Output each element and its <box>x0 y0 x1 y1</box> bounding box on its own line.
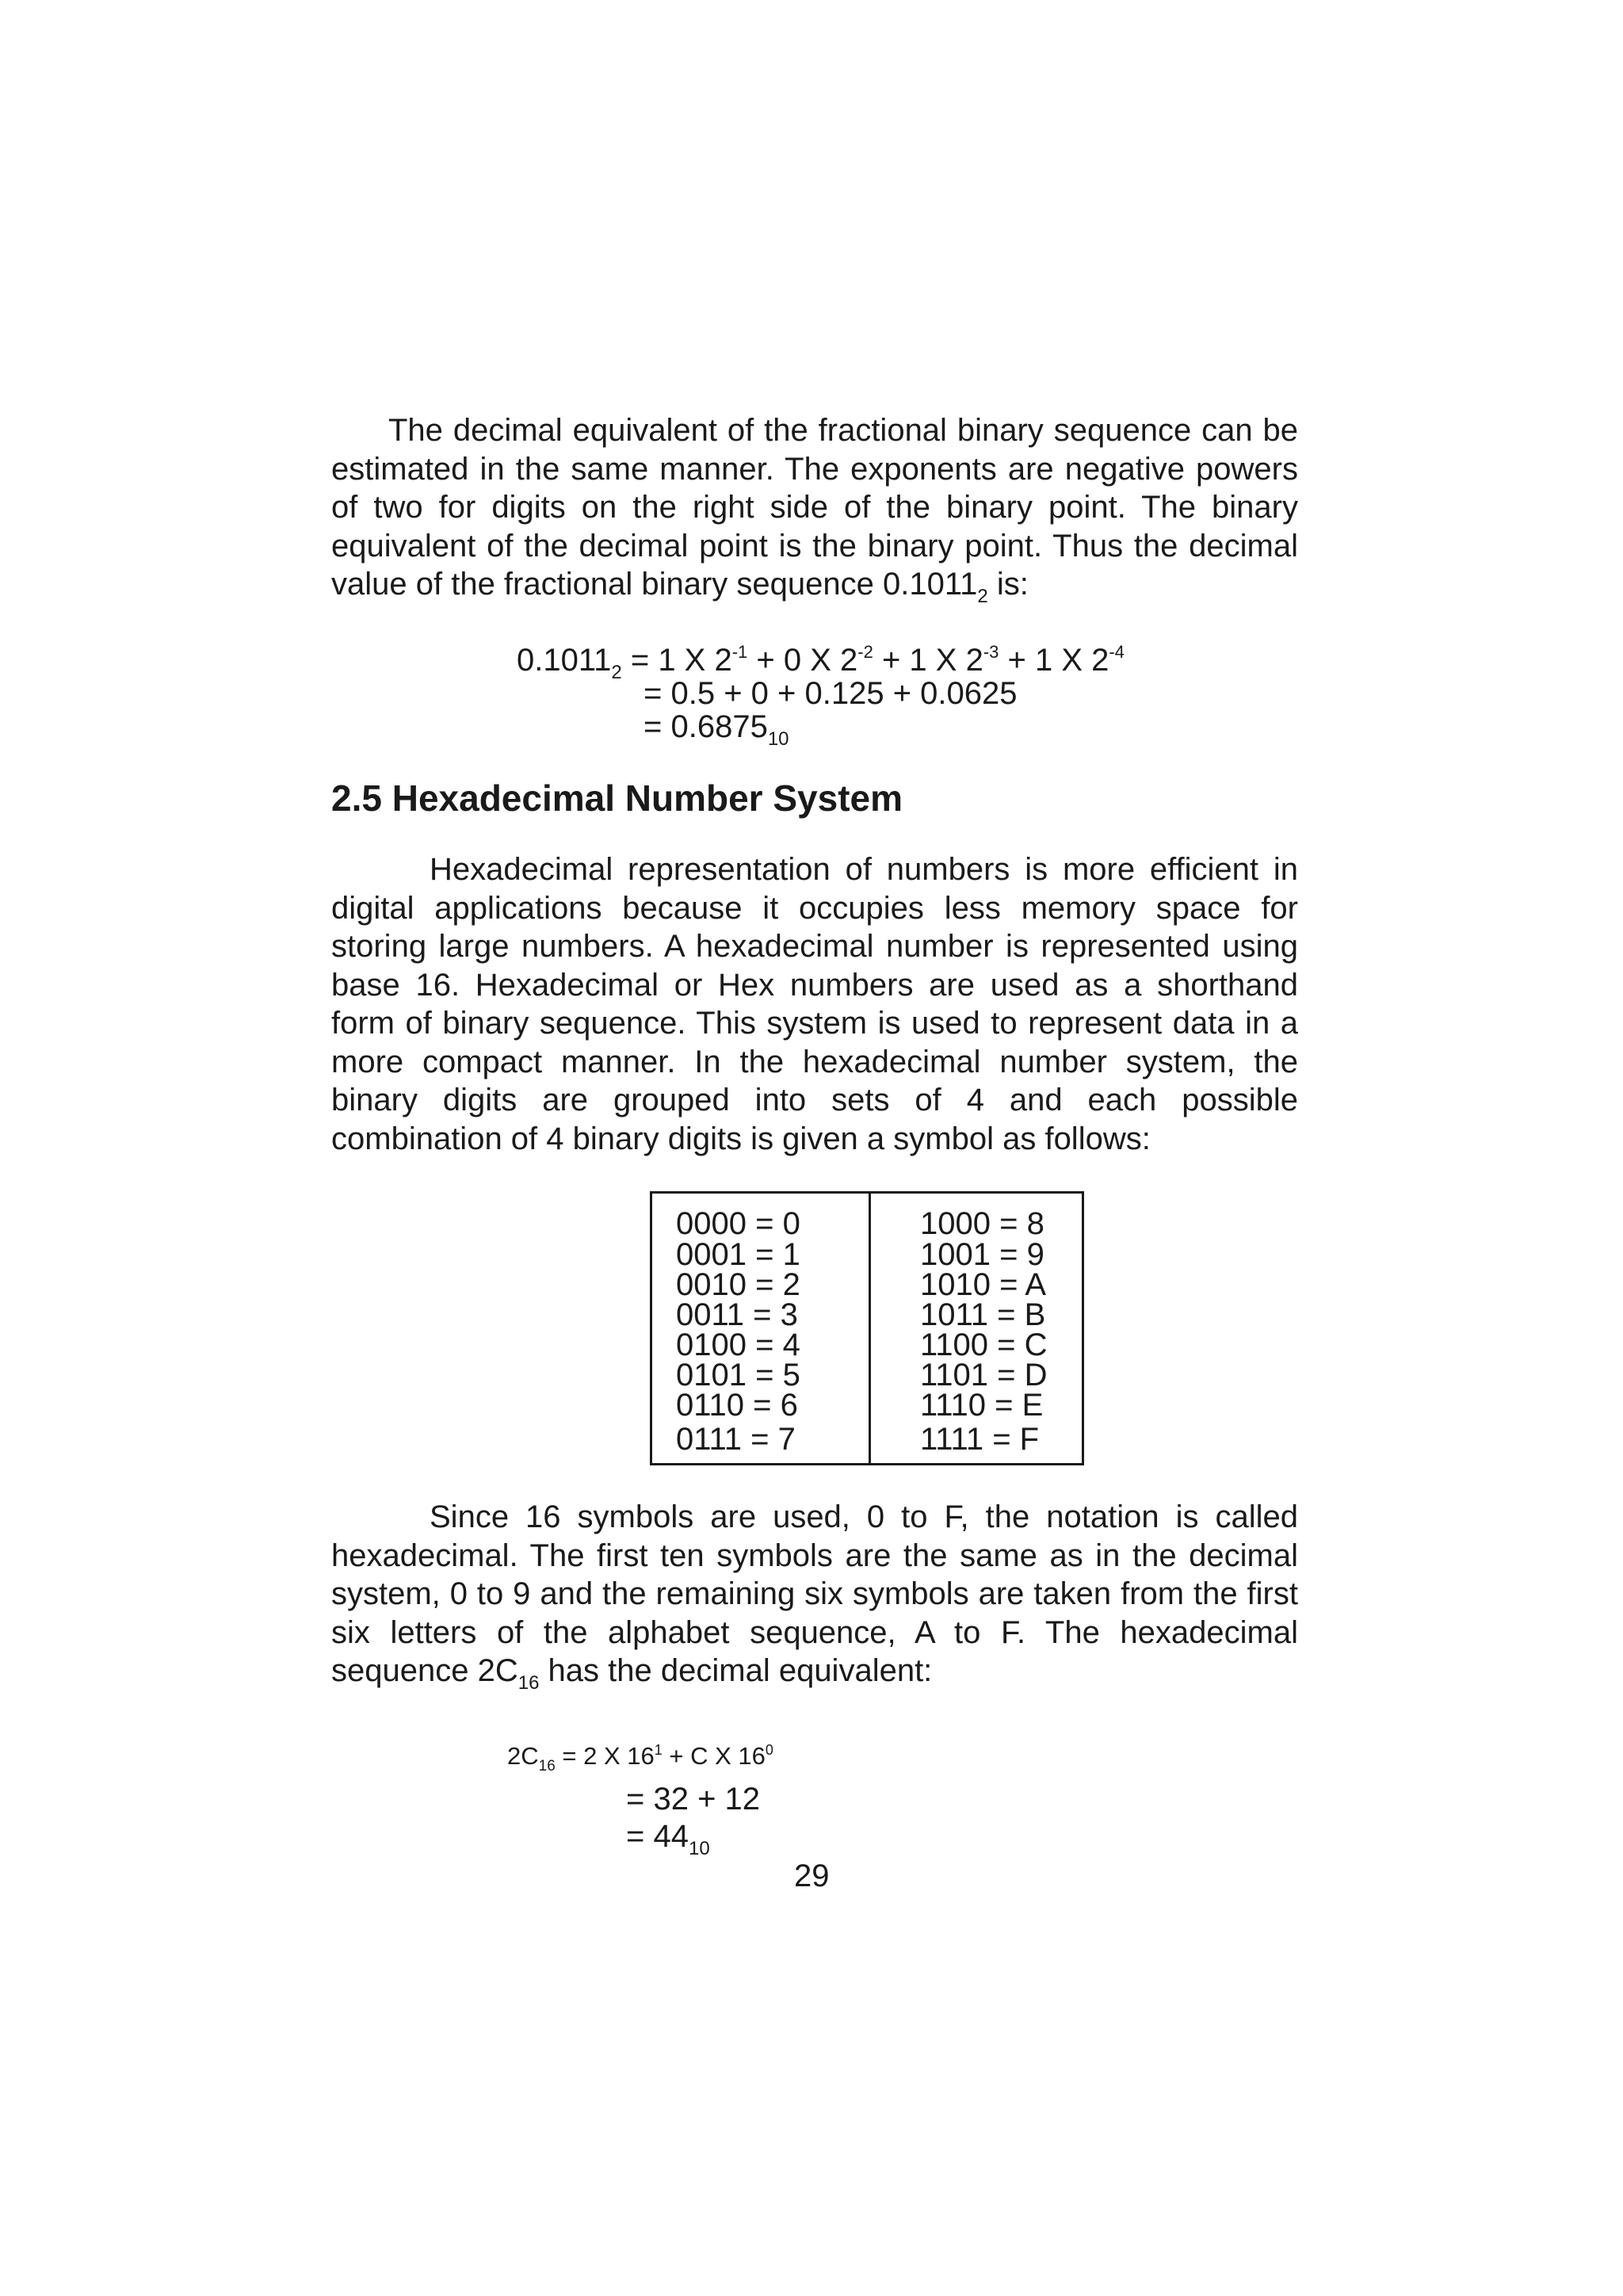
hex-table-cell: 1101 = D <box>920 1358 1048 1392</box>
hex-table-cell: 1100 = C <box>920 1328 1048 1362</box>
paragraph-hexadecimal-notation: Since 16 symbols are used, 0 to F, the notation is called hexadecimal. The first ten symbols are the same as in the decimal system, 0 to 9 and the remaining six symbols are taken from the first six letters of the alphabet sequence, A to F. The hexadecimal sequence $2C_{16}$ has the decimal equivalent: <box>331 1499 1298 1694</box>
hex-table-cell: 0001 = 1 <box>676 1237 800 1272</box>
page-number: 29 <box>794 1859 830 1893</box>
hex-table-cell: 1010 = A <box>920 1267 1047 1302</box>
hex-table-cell: 0100 = 4 <box>676 1328 800 1362</box>
equation-binary-fraction-line1: $0.1011_2 = 1$ X $2^{-1} + 0$ X $2^{-2} + 1$ X $2^{-3} + 1$ X $2^{-4}$ <box>517 642 1125 683</box>
hex-table-cell: 0000 = 0 <box>676 1206 800 1241</box>
paragraph-fractional-binary: The decimal equivalent of the fractional binary sequence can be estimated in the same manner. The exponents are negative powers of two for digits on the right side of the binary point. The binary equivalent of the decimal point is the binary point. Thus the decimal value of the fractional binary sequence $0.1011_2$ is: <box>331 413 1298 607</box>
equation-binary-fraction-line3: = $0.6875_{10}$ <box>643 709 789 750</box>
equation-binary-fraction-line2: = 0.5 + 0 + 0.125 + 0.0625 <box>643 676 1018 711</box>
hex-table-right-column <box>871 1194 1082 1463</box>
hex-table-left-column <box>652 1194 871 1463</box>
hex-table-cell: 1011 = B <box>920 1297 1046 1332</box>
hex-table-cell: 1110 = E <box>920 1388 1044 1423</box>
equation-hex-line1: $2C_{16} = 2$ X $16^1 + C$ X $16^0$ <box>507 1742 773 1775</box>
hex-table-cell: 1111 = F <box>920 1422 1040 1457</box>
equation-hex-line3: = $44_{10}$ <box>626 1819 710 1859</box>
hex-symbol-table <box>650 1191 1084 1465</box>
hex-table-cell: 0110 = 6 <box>676 1388 798 1423</box>
hex-table-cell: 0101 = 5 <box>676 1358 800 1392</box>
section-heading: 2.5 Hexadecimal Number System <box>331 777 903 819</box>
hex-table-cell: 0111 = 7 <box>676 1422 796 1457</box>
paragraph-hexadecimal-intro: Hexadecimal representation of numbers is more efficient in digital applications because it occupies less memory space for storing large numbers. A hexadecimal number is represented using base 16. Hexadecimal or Hex numbers are used as a shorthand form of binary sequence. This system is used to represent data in a more compact manner. In the hexadecimal number system, the binary digits are grouped into sets of 4 and each possible combination of 4 binary digits is given a symbol as follows: <box>331 852 1298 1156</box>
equation-hex-line2: = 32 + 12 <box>626 1782 761 1817</box>
hex-table-cell: 1000 = 8 <box>920 1206 1044 1241</box>
hex-table-cell: 1001 = 9 <box>920 1237 1044 1272</box>
hex-table-cell: 0010 = 2 <box>676 1267 800 1302</box>
hex-table-cell: 0011 = 3 <box>676 1297 798 1332</box>
